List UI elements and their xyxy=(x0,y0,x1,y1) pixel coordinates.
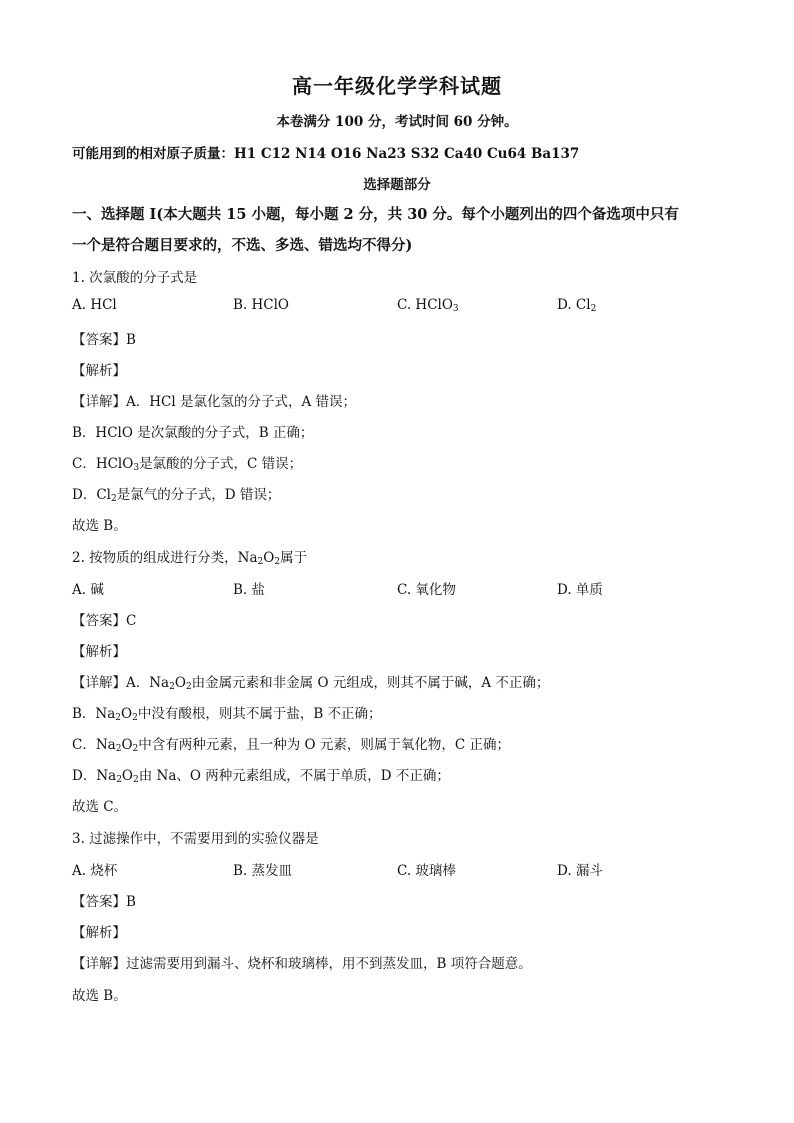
q1-detail-c: C．HClO$_3$是氯酸的分子式，C 错误； xyxy=(72,456,303,473)
instructions-line-2: 一个是符合题目要求的，不选、多选、错选均不得分) xyxy=(72,237,413,254)
q2-option-a: A. 碱 xyxy=(72,582,104,598)
atomic-masses: 可能用到的相对原子质量：H1 C12 N14 O16 Na23 S32 Ca40 Cu64 Ba137 xyxy=(72,146,580,162)
q2-analysis-label: 【解析】 xyxy=(72,644,126,660)
question-1-stem: 1. 次氯酸的分子式是 xyxy=(72,270,198,286)
q1-option-a: A. HCl xyxy=(72,297,117,313)
q1-option-b: B. HClO xyxy=(233,297,289,313)
q1-conclusion: 故选 B。 xyxy=(72,518,127,534)
q1-answer: 【答案】B xyxy=(72,332,136,348)
q3-option-c: C. 玻璃棒 xyxy=(397,863,456,879)
q1-analysis-label: 【解析】 xyxy=(72,363,126,379)
question-3-stem: 3. 过滤操作中，不需要用到的实验仪器是 xyxy=(72,831,319,847)
q1-option-d: D. $Cl_2$ xyxy=(557,297,597,314)
q2-option-b: B. 盐 xyxy=(233,582,266,598)
q1-detail-a: 【详解】A．HCl 是氯化氢的分子式，A 错误； xyxy=(72,394,357,410)
q2-option-d: D. 单质 xyxy=(557,582,603,598)
q2-conclusion: 故选 C。 xyxy=(72,799,128,815)
q3-option-d: D. 漏斗 xyxy=(557,863,603,879)
section-title: 选择题部分 xyxy=(363,177,431,193)
q3-conclusion: 故选 B。 xyxy=(72,988,127,1004)
q1-detail-b: B．HClO 是次氯酸的分子式，B 正确； xyxy=(72,425,314,441)
page-title: 高一年级化学学科试题 xyxy=(292,74,502,98)
q3-detail: 【详解】过滤需要用到漏斗、烧杯和玻璃棒，用不到蒸发皿，B 项符合题意。 xyxy=(72,956,532,972)
question-2-stem: 2. 按物质的组成进行分类，$Na_2O_2$属于 xyxy=(72,550,308,567)
q2-detail-b: B．$Na_2O_2$中没有酸根，则其不属于盐，B 不正确； xyxy=(72,706,382,723)
exam-info: 本卷满分 100 分，考试时间 60 分钟。 xyxy=(276,114,518,130)
q1-detail-d: D．$Cl_2$是氯气的分子式，D 错误； xyxy=(72,487,281,504)
q2-option-c: C. 氧化物 xyxy=(397,582,456,598)
q3-option-a: A. 烧杯 xyxy=(72,863,118,879)
q2-answer: 【答案】C xyxy=(72,613,137,629)
q2-detail-d: D．$Na_2O_2$由 Na、O 两种元素组成，不属于单质，D 不正确； xyxy=(72,768,450,785)
q2-detail-c: C．$Na_2O_2$中含有两种元素，且一种为 O 元素，则属于氧化物，C 正确； xyxy=(72,737,511,754)
q3-option-b: B. 蒸发皿 xyxy=(233,863,293,879)
q3-answer: 【答案】B xyxy=(72,894,136,910)
q2-detail-a: 【详解】A．$Na_2O_2$由金属元素和非金属 O 元组成，则其不属于碱，A 不正确； xyxy=(72,675,550,692)
q1-option-c: C. HClO$_3$ xyxy=(397,297,459,314)
q3-analysis-label: 【解析】 xyxy=(72,925,126,941)
instructions-line-1: 一、选择题 I(本大题共 15 小题，每小题 2 分，共 30 分。每个小题列出的四个备选项中只有 xyxy=(72,206,679,223)
